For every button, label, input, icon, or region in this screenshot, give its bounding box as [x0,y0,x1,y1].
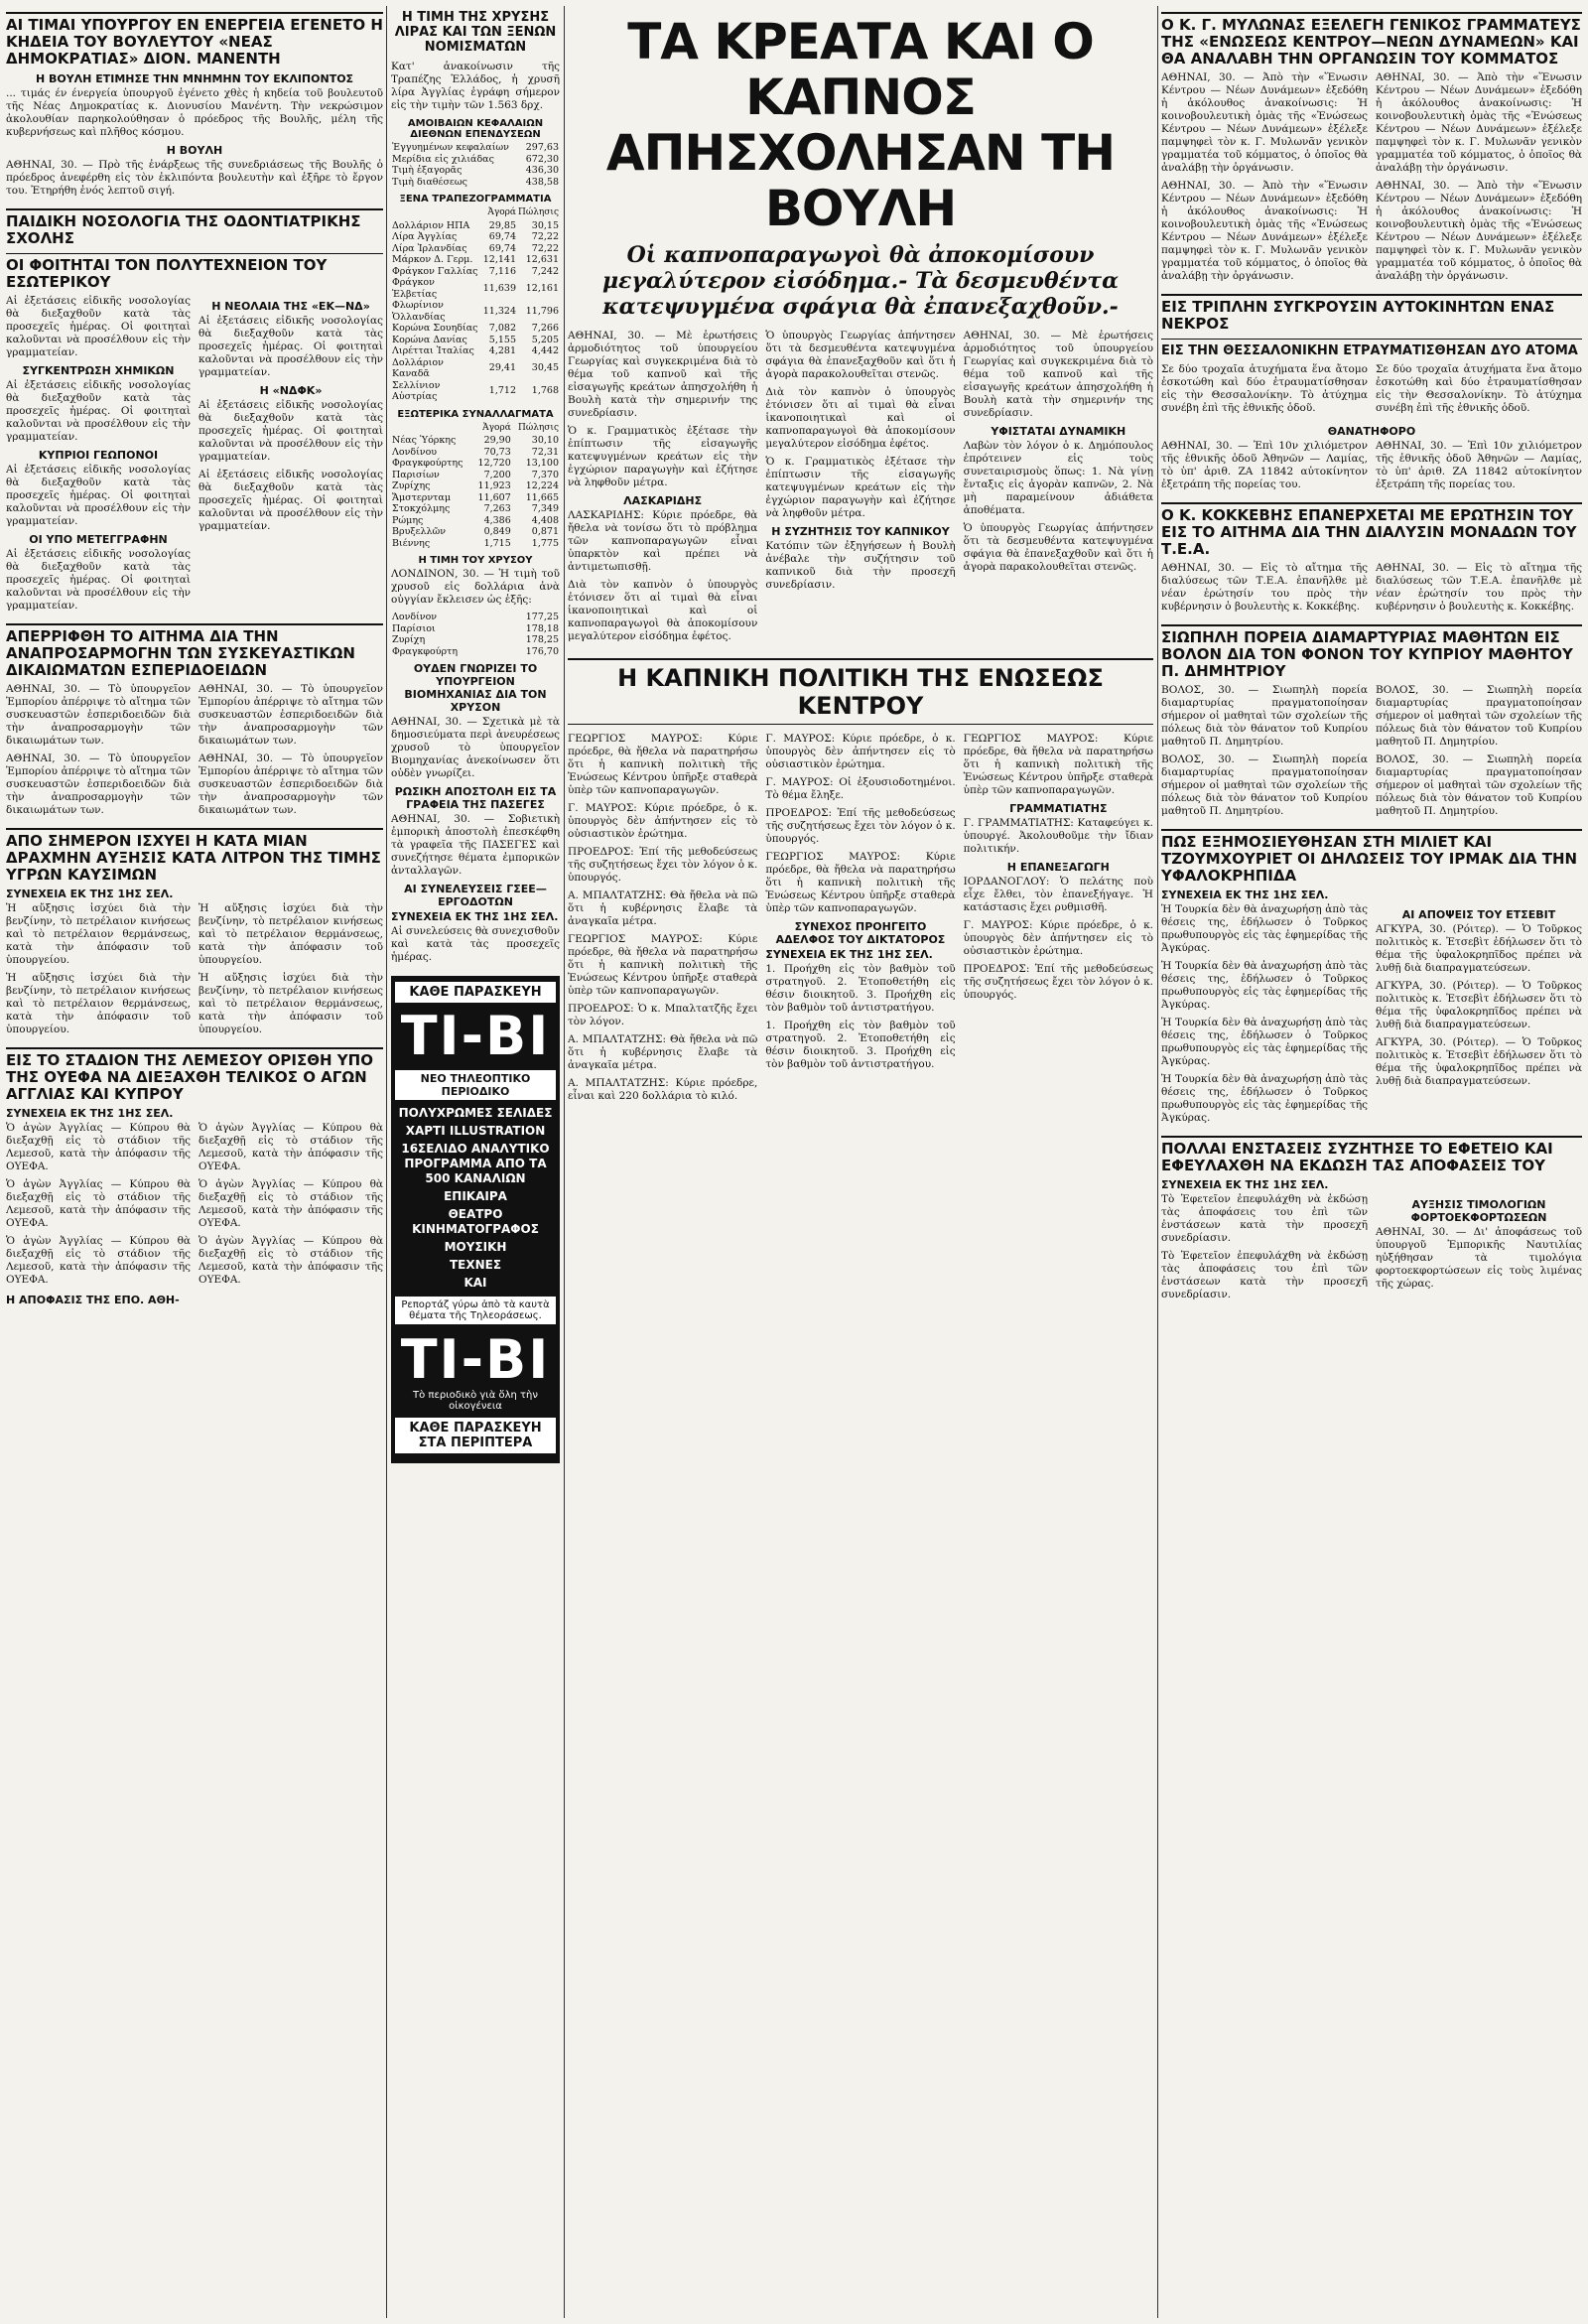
table-row [391,277,560,300]
article-body: Αἱ ἐξετάσεις εἰδικῆς νοσολογίας θὰ διεξαχθοῦν κατὰ τὰς προσεχεῖς ἡμέρας. Οἱ φοιτηταὶ καλοῦνται νὰ προσέλθουν εἰς τὴν γραμματείαν. [198,469,383,532]
article-body: Αἱ ἐξετάσεις εἰδικῆς νοσολογίας θὰ διεξαχθοῦν κατὰ τὰς προσεχεῖς ἡμέρας. Οἱ φοιτηταὶ καλοῦνται νὰ προσέλθουν εἰς τὴν γραμματείαν. [198,399,383,463]
row-sell: 7,370 [531,469,559,480]
article-body: 1. Προήχθη εἰς τὸν βαθμὸν τοῦ στρατηγοῦ. 2. Ἐτοποθετήθη εἰς θέσιν διοικητοῦ. 3. Προήχθη εἰς τὸν βαθμὸν τοῦ ἀντιστρατήγου. [765,1020,956,1070]
main-headline [568,14,1153,236]
list-item: ΤΕΧΝΕΣ [449,1258,502,1272]
table-row [391,345,560,357]
article-body: Αἱ ἐξετάσεις εἰδικῆς νοσολογίας θὰ διεξαχθοῦν κατὰ τὰς προσεχεῖς ἡμέρας. Οἱ φοιτηταὶ καλοῦνται νὰ προσέλθουν εἰς τὴν γραμματείαν. [6,548,191,612]
row-buy: 7,116 [488,265,516,277]
row-buy: 12,720 [477,458,511,469]
article-body: Ἡ Τουρκία δὲν θὰ ἀναχωρήσῃ ἀπὸ τὰς θέσεις της, ἐδήλωσεν ὁ Τοῦρκος πρωθυπουργὸς εἰς τὰς ἐφημερίδας τῆς Ἀγκύρας. [1161,903,1368,954]
row-sell: 72,31 [531,446,559,458]
col-buy-header: Ἀγορά [487,207,516,217]
article-body: Ὁ ἀγὼν Ἀγγλίας — Κύπρου θὰ διεξαχθῇ εἰς τὸ στάδιον τῆς Λεμεσοῦ, κατὰ τὴν ἀπόφασιν τῆς ΟΥΕΦΑ. [6,1235,191,1286]
row-sell: 11,665 [525,491,559,503]
row-label: Φραγκφούρτης [392,458,463,469]
row-label: Λιρέτται Ἰταλίας [392,345,474,356]
subhead: ΟΙ ΥΠΟ ΜΕΤΕΓΓΡΑΦΗΝ [29,533,168,546]
article-body: Γ. ΓΡΑΜΜΑΤΙΑΤΗΣ: Καταφεύγει κ. ὑπουργέ. Ἀκολουθοῦμε τὴν ἴδιαν πολιτικήν. [963,817,1153,855]
article-body: Ἡ Τουρκία δὲν θὰ ἀναχωρήσῃ ἀπὸ τὰς θέσεις της, ἐδήλωσεν ὁ Τοῦρκος πρωθυπουργὸς εἰς τὰς ἐφημερίδας τῆς Ἀγκύρας. [1161,960,1368,1011]
headline-kokkevis: Ο Κ. ΚΟΚΚΕΒΗΣ ΕΠΑΝΕΡΧΕΤΑΙ ΜΕ ΕΡΩΤΗΣΙΝ ΤΟΥ ΕΙΣ ΤΟ ΑΙΤΗΜΑ ΔΙΑ ΤΗΝ ΔΙΑΛΥΣΙΝ ΜΟΝΑΔΩΝ ΤΟΥ Τ.Ε.Α. [1161,502,1582,558]
row-sell: 72,22 [531,242,559,254]
two-column-block [6,683,383,822]
subhead: Η ΣΥΖΗΤΗΣΙΣ ΤΟΥ ΚΑΠΝΙΚΟΥ [771,525,950,538]
ad-promo: Ρεπορτάζ γύρω ἀπὸ τὰ καυτὰ θέματα τῆς Τηλεοράσεως. [395,1297,556,1324]
headline-citrus: ΑΠΕΡΡΙΦΘΗ ΤΟ ΑΙΤΗΜΑ ΔΙΑ ΤΗΝ ΑΝΑΠΡΟΣΑΡΜΟΓΗΝ ΤΩΝ ΣΥΣΚΕΥΑΣΤΙΚΩΝ ΔΙΚΑΙΩΜΑΤΩΝ ΕΣΠΕΡΙΔΟΕΙΔΩΝ [6,623,383,679]
row-value: 436,30 [525,165,559,176]
continued-label: ΣΥΝΕΧΕΙΑ ΕΚ ΤΗΣ 1ΗΣ ΣΕΛ. [1161,889,1329,901]
row-label: Ἐγγυημένων κεφαλαίων [392,142,509,153]
table-row [391,623,560,635]
row-label: Φράγκον Ἑλβετίας [392,277,438,300]
article-body: ΑΘΗΝΑΙ, 30. — Τὸ ὑπουργεῖον Ἐμπορίου ἀπέρριψε τὸ αἴτημα τῶν συσκευαστῶν ἐσπεριδοειδῶν διὰ τὴν ἀναπροσαρμογὴν τῶν δικαιωμάτων των. [198,752,383,816]
row-label: Φραγκφούρτη [392,645,459,657]
note-body: ΑΘΗΝΑΙ, 30. — Σοβιετικὴ ἐμπορικὴ ἀποστολὴ ἐπεσκέφθη τὰ γραφεῖα τῆς ΠΑΣΕΓΕΣ καὶ συνεζήτησε θέματα ἐμπορικῶν ἀνταλλαγῶν. [391,813,560,877]
article-body: Γ. ΜΑΥΡΟΣ: Κύριε πρόεδρε, ὁ κ. ὑπουργὸς δὲν ἀπήντησεν εἰς τὸ οὐσιαστικὸν ἐρώτημα. [568,802,758,840]
table-row [391,165,560,177]
table-row [391,646,560,658]
row-buy: 69,74 [488,242,516,254]
ad-logo: ΤΙ-ΒΙ [400,1328,551,1391]
article-body: ΓΕΩΡΓΙΟΣ ΜΑΥΡΟΣ: Κύριε πρόεδρε, θὰ ἤθελα νὰ παρατηρήσω ὅτι ἡ καπνικὴ πολιτικὴ τῆς Ἑνώσεως Κέντρου ὑπῆρξε σταθερὰ ὑπὲρ τῶν καπνοπαραγωγῶν. [568,733,758,796]
article-body: ΓΕΩΡΓΙΟΣ ΜΑΥΡΟΣ: Κύριε πρόεδρε, θὰ ἤθελα νὰ παρατηρήσω ὅτι ἡ καπνικὴ πολιτικὴ τῆς Ἑνώσεως Κέντρου ὑπῆρξε σταθερὰ ὑπὲρ τῶν καπνοπαραγωγῶν. [568,933,758,997]
subhead: ΚΥΠΡΙΟΙ ΓΕΩΠΟΝΟΙ [38,449,159,462]
article-body: ... τιμάς έν ένεργεία ὑπουργοῦ ἐγένετο χθὲς ἡ κηδεία τοῦ βουλευτοῦ τῆς Νέας Δημοκρατίας κ. Διονυσίου Μανέντη. Τὴν νεκρώσιμον ἀκολουθίαν παρηκολούθησαν ὁ πρόεδρος τῆς Βουλῆς, μέλη τῆς κυβερνήσεως καὶ πλῆθος κόσμου. [6,87,383,138]
note-headline: ΑΙ ΣΥΝΕΛΕΥΣΕΙΣ ΓΣΕΕ—ΕΡΓΟΔΟΤΩΝ [404,883,547,908]
main-headline-line-1: ΤΑ ΚΡΕΑΤΑ ΚΑΙ Ο ΚΑΠΝΟΣ [627,13,1094,126]
article-body: Ὁ ὑπουργὸς Γεωργίας ἀπήντησεν ὅτι τὰ δεσμευθέντα κατεψυγμένα σφάγια θὰ ἐπανεξαχθοῦν καὶ ὅτι ἡ ἀγορὰ παρακολουθεῖται στενῶς. [963,522,1153,573]
three-column-block [568,330,1153,648]
article-body: Ὁ ἀγὼν Ἀγγλίας — Κύπρου θὰ διεξαχθῇ εἰς τὸ στάδιον τῆς Λεμεσοῦ, κατὰ τὴν ἀπόφασιν τῆς ΟΥΕΦΑ. [198,1178,383,1229]
article-body: Ἡ αὔξησις ἰσχύει διὰ τὴν βενζίνην, τὸ πετρέλαιον κινήσεως καὶ τὸ πετρέλαιον θερμάνσεως, κατὰ τὴν ἀπόφασιν τοῦ ὑπουργείου. [198,972,383,1035]
row-label: Τιμὴ διαθέσεως [392,176,467,188]
row-value: 438,58 [525,176,559,188]
article-body: ΒΟΛΟΣ, 30. — Σιωπηλὴ πορεία διαμαρτυρίας πραγματοποίησαν σήμερον οἱ μαθηταὶ τῶν σχολείων τῆς πόλεως διὰ τὸν θάνατον τοῦ Κυπρίου μαθητοῦ Π. Δημητρίου. [1161,684,1368,748]
article-body: Α. ΜΠΑΛΤΑΤΖΗΣ: Θὰ ἤθελα νὰ πῶ ὅτι ἡ κυβέρνησις ἔλαβε τὰ ἀναγκαῖα μέτρα. [568,1033,758,1071]
headline-funeral: ΑΙ ΤΙΜΑΙ ΥΠΟΥΡΓΟΥ ΕΝ ΕΝΕΡΓΕΙΑ ΕΓΕΝΕΤΟ Η ΚΗΔΕΙΑ ΤΟΥ ΒΟΥΛΕΥΤΟΥ «ΝΕΑΣ ΔΗΜΟΚΡΑΤΙΑΣ» ΔΙΟΝ. ΜΑΝΕΝΤΗ [6,12,383,68]
row-value: 176,70 [525,645,559,657]
row-buy: 29,85 [488,219,516,231]
article-body: Γ. ΜΑΥΡΟΣ: Κύριε πρόεδρε, ὁ κ. ὑπουργὸς δὲν ἀπήντησεν εἰς τὸ οὐσιαστικὸν ἐρώτημα. [765,733,956,770]
article-body: ΑΘΗΝΑΙ, 30. — Εἰς τὸ αἴτημα τῆς διαλύσεως τῶν Τ.Ε.Α. ἐπανῆλθε μὲ νέαν ἐρώτησίν του πρὸς τὴν κυβέρνησιν ὁ βουλευτὴς κ. Κοκκέβης. [1376,562,1582,613]
subhead: ΥΦΙΣΤΑΤΑΙ ΔΥΝΑΜΙΚΗ [991,425,1126,438]
article-body: ΠΡΟΕΔΡΟΣ: Ὁ κ. Μπαλτατζῆς ἔχει τὸν λόγον. [568,1003,758,1027]
row-label: Λονδίνον [392,612,438,622]
two-column-block [6,1122,383,1292]
headline-mylonas: Ο Κ. Γ. ΜΥΛΩΝΑΣ ΕΞΕΛΕΓΗ ΓΕΝΙΚΟΣ ΓΡΑΜΜΑΤΕΥΣ ΤΗΣ «ΕΝΩΣΕΩΣ ΚΕΝΤΡΟΥ—ΝΕΩΝ ΔΥΝΑΜΕΩΝ» ΚΑΙ ΘΑ ΑΝΑΛΑΒΗ ΤΗΝ ΟΡΓΑΝΩΣΙΝ ΤΟΥ ΚΟΜΜΑΤΟΣ [1161,12,1582,68]
gold-title: Η ΤΙΜΗ ΤΟΥ ΧΡΥΣΟΥ [418,555,533,566]
article-body: Ἡ αὔξησις ἰσχύει διὰ τὴν βενζίνην, τὸ πετρέλαιον κινήσεως καὶ τὸ πετρέλαιον θερμάνσεως, κατὰ τὴν ἀπόφασιν τοῦ ὑπουργείου. [198,902,383,966]
main-story-column [568,6,1153,2318]
column-divider [564,6,565,2318]
ad-small-text: Τὸ περιοδικὸ γιὰ ὅλη τὴν οἰκογένεια [413,1390,538,1412]
article-body: ΓΕΩΡΓΙΟΣ ΜΑΥΡΟΣ: Κύριε πρόεδρε, θὰ ἤθελα νὰ παρατηρήσω ὅτι ἡ καπνικὴ πολιτικὴ τῆς Ἑνώσεως Κέντρου ὑπῆρξε σταθερὰ ὑπὲρ τῶν καπνοπαραγωγῶν. [963,733,1153,796]
section-headline: Η ΚΑΠΝΙΚΗ ΠΟΛΙΤΙΚΗ ΤΗΣ ΕΝΩΣΕΩΣ ΚΕΝΤΡΟΥ [568,658,1153,725]
footer-line: Η ΑΠΟΦΑΣΙΣ ΤΗΣ ΕΠΟ. ΑΘΗ- [6,1294,180,1306]
article-body: ΑΘΗΝΑΙ, 30. — Ἐπὶ 10ν χιλιόμετρον τῆς ἐθνικῆς ὁδοῦ Ἀθηνῶν — Λαμίας, τὸ ὑπ' ἀριθ. ΖΑ 11842 αὐτοκίνητον ἐξετράπη τῆς πορείας του. [1376,440,1582,490]
article-body: ΑΓΚΥΡΑ, 30. (Ρόιτερ). — Ὁ Τοῦρκος πολιτικὸς κ. Ἐτσεβὶτ ἐδήλωσεν ὅτι τὸ θέμα τῆς ὑφαλοκρηπῖδος πρέπει νὰ λυθῇ διὰ διαπραγματεύσεων. [1376,923,1582,974]
continued-label: ΣΥΝΕΧΕΙΑ ΕΚ ΤΗΣ 1ΗΣ ΣΕΛ. [6,888,174,900]
table-row [391,335,560,346]
list-item: ΚΑΙ [463,1276,487,1290]
table-row [391,435,560,447]
row-label: Παρίσιοι [392,622,436,634]
row-sell: 12,161 [525,282,559,294]
continued-label: ΣΥΝΕΧΕΙΑ ΕΚ ΤΗΣ 1ΗΣ ΣΕΛ. [1161,1178,1329,1191]
row-buy: 5,155 [488,334,516,345]
row-buy: 12,141 [482,254,516,265]
row-sell: 4,442 [531,345,559,356]
row-label: Φλωρίνιον Ὁλλανδίας [392,300,446,323]
row-label: Δολλάριον ΗΠΑ [392,219,470,231]
table-row [391,480,560,492]
row-sell: 1,775 [531,537,559,549]
table-row [391,300,560,323]
row-buy: 11,607 [477,491,511,503]
subhead: ΓΡΑΜΜΑΤΙΑΤΗΣ [1009,802,1108,815]
headline-thessaloniki: ΕΙΣ ΤΗΝ ΘΕΣΣΑΛΟΝΙΚΗΝ ΕΤΡΑΥΜΑΤΙΣΘΗΣΑΝ ΔΥΟ ΑΤΟΜΑ [1161,339,1582,359]
article-body: ΑΘΗΝΑΙ, 30. — Ἀπὸ τὴν «Ἕνωσιν Κέντρου — Νέων Δυνάμεων» ἐξεδόθη ἡ ἀκόλουθος ἀνακοίνωσις: Ἡ κοινοβουλευτικὴ ὁμὰς τῆς «Ἑνώσεως Κέντρου — Νέων Δυνάμεων» ἐξέλεξε παμψηφεὶ τὸν κ. Γ. Μυλωνᾶν γενικὸν γραμματέα τοῦ κόμματος, ὁ ὁποῖος θὰ ἀναλάβῃ τὴν ὀργάνωσιν. [1376,71,1582,174]
subhead: ΛΑΣΚΑΡΙΔΗΣ [623,494,703,507]
row-label: Φράγκον Γαλλίας [392,265,478,277]
row-label: Ρώμης [392,514,424,526]
headline-crash: ΕΙΣ ΤΡΙΠΛΗΝ ΣΥΓΚΡΟΥΣΙΝ ΑΥΤΟΚΙΝΗΤΩΝ ΕΝΑΣ ΝΕΚΡΟΣ [1161,294,1582,333]
table-row [391,266,560,278]
row-sell: 13,100 [525,458,559,469]
article-body: ΓΕΩΡΓΙΟΣ ΜΑΥΡΟΣ: Κύριε πρόεδρε, θὰ ἤθελα νὰ παρατηρήσω ὅτι ἡ καπνικὴ πολιτικὴ τῆς Ἑνώσεως Κέντρου ὑπῆρξε σταθερὰ ὑπὲρ τῶν καπνοπαραγωγῶν. [765,851,956,914]
table-row [391,177,560,189]
headline-fuel-price: ΑΠΟ ΣΗΜΕΡΟΝ ΙΣΧΥΕΙ Η ΚΑΤΑ ΜΙΑΝ ΔΡΑΧΜΗΝ ΑΥΞΗΣΙΣ ΚΑΤΑ ΛΙΤΡΟΝ ΤΗΣ ΤΙΜΗΣ ΥΓΡΩΝ ΚΑΥΣΙΜΩΝ [6,828,383,884]
table-row [391,231,560,243]
note-body: Αἱ συνελεύσεις θὰ συνεχισθοῦν καὶ κατὰ τὰς προσεχεῖς ἡμέρας. [391,925,560,963]
ad-logo: ΤΙ-ΒΙ [400,1005,551,1067]
article-body: Τὸ Ἐφετεῖον ἐπεφυλάχθη νὰ ἐκδώσῃ τὰς ἀποφάσεις του ἐπὶ τῶν ἐνστάσεων κατὰ τὴν προσεχῆ συνεδρίασιν. [1161,1193,1368,1244]
row-buy: 29,41 [488,362,516,374]
row-value: 178,25 [525,634,559,645]
table-row [391,447,560,459]
table-row [391,323,560,335]
article-body: Τὸ Ἐφετεῖον ἐπεφυλάχθη νὰ ἐκδώσῃ τὰς ἀποφάσεις του ἐπὶ τῶν ἐνστάσεων κατὰ τὴν προσεχῆ συνεδρίασιν. [1161,1250,1368,1300]
row-label: Δολλάριον Καναδᾶ [392,356,444,379]
article-body: ΑΘΗΝΑΙ, 30. — Τὸ ὑπουργεῖον Ἐμπορίου ἀπέρριψε τὸ αἴτημα τῶν συσκευαστῶν ἐσπεριδοειδῶν διὰ τὴν ἀναπροσαρμογὴν τῶν δικαιωμάτων των. [198,683,383,747]
row-sell: 7,242 [531,265,559,277]
rates-column [391,6,560,2318]
exchange-table [391,422,560,550]
subhead-memory: Η ΒΟΥΛΗ ΕΤΙΜΗΣΕ ΤΗΝ ΜΝΗΜΗΝ ΤΟΥ ΕΚΛΙΠΟΝΤΟΣ [35,72,354,85]
row-buy: 1,712 [488,385,516,397]
gold-intro: ΛΟΝΔΙΝΟΝ, 30. — Ἡ τιμὴ τοῦ χρυσοῦ εἰς δολλάρια ἀνὰ οὐγγίαν ἔκλεισεν ὡς ἑξῆς: [391,568,560,606]
subhead-parliament: Η ΒΟΥΛΗ [166,144,223,157]
row-sell: 72,22 [531,231,559,242]
main-deck: Οἱ καπνοπαραγωγοὶ θὰ ἀποκομίσουν μεγαλύτερον εἰσόδημα.- Τὰ δεσμευθέντα κατεψυγμένα σφάγια θὰ ἐπανεξαχθοῦν.- [601,242,1120,320]
two-column-block [6,902,383,1041]
article-body: Κατόπιν τῶν ἐξηγήσεων ἡ Βουλὴ ἀνέβαλε τὴν συζήτησιν τοῦ καπνικοῦ διὰ τὴν προσεχῆ συνεδρίασιν. [765,540,956,591]
article-body: Σε δύο τροχαῖα ἀτυχήματα ἕνα ἄτομο ἐσκοτώθη καὶ δύο ἐτραυματίσθησαν εἰς τὴν Θεσσαλονίκην. Τὸ ἀτύχημα συνέβη ἐπὶ τῆς ἐθνικῆς ὁδοῦ. [1376,363,1582,414]
article-body: Ὁ ἀγὼν Ἀγγλίας — Κύπρου θὰ διεξαχθῇ εἰς τὸ στάδιον τῆς Λεμεσοῦ, κατὰ τὴν ἀπόφασιν τῆς ΟΥΕΦΑ. [198,1235,383,1286]
row-label: Βρυξελλῶν [392,526,447,537]
table-row [391,243,560,255]
main-headline-line-2: ΑΠΗΣΧΟΛΗΣΑΝ ΤΗ ΒΟΥΛΗ [605,124,1116,237]
row-label: Στοκχόλμης [392,503,451,514]
table-row [391,503,560,515]
row-buy: 11,923 [477,480,511,491]
two-column-block [1161,440,1582,496]
headline-volos-march: ΣΙΩΠΗΛΗ ΠΟΡΕΙΑ ΔΙΑΜΑΡΤΥΡΙΑΣ ΜΑΘΗΤΩΝ ΕΙΣ ΒΟΛΟΝ ΔΙΑ ΤΟΝ ΦΟΝΟΝ ΤΟΥ ΚΥΠΡΙΟΥ ΜΑΘΗΤΟΥ Π. ΔΗΜΗΤΡΙΟΥ [1161,624,1582,680]
row-label: Νέας Ὑόρκης [392,435,457,446]
article-body: Γ. ΜΑΥΡΟΣ: Οἱ ἐξουσιοδοτημένοι. Τὸ θέμα ἔληξε. [765,776,956,801]
article-body: Λαβὼν τὸν λόγον ὁ κ. Δημόπουλος ἐπρότεινεν εἰς τοὺς συνεταιρισμοὺς ὅπως: 1. Νὰ γίνῃ ἔνταξις εἰς ἀγορὰν καπνῶν, 2. Νὰ μὴ παραμείνουν ἀδιάθετα ἀποθέματα. [963,440,1153,516]
article-body: Αἱ ἐξετάσεις εἰδικῆς νοσολογίας θὰ διεξαχθοῦν κατὰ τὰς προσεχεῖς ἡμέρας. Οἱ φοιτηταὶ καλοῦνται νὰ προσέλθουν εἰς τὴν γραμματείαν. [198,315,383,378]
list-item: ΜΟΥΣΙΚΗ [444,1240,507,1254]
subhead: ΣΥΓΚΕΝΤΡΩΣΗ ΧΗΜΙΚΩΝ [22,364,175,377]
row-label: Βιέννης [392,537,431,549]
ad-bottom-banner: ΚΑΘΕ ΠΑΡΑΣΚΕΥΗ ΣΤΑ ΠΕΡΙΠΤΕΡΑ [395,1418,556,1453]
continued-label: ΣΥΝΕΧΕΙΑ ΕΚ ΤΗΣ 1ΗΣ ΣΕΛ. [6,1107,174,1120]
article-body: ΑΘΗΝΑΙ, 30. — Ἐπὶ 10ν χιλιόμετρον τῆς ἐθνικῆς ὁδοῦ Ἀθηνῶν — Λαμίας, τὸ ὑπ' ἀριθ. ΖΑ 11842 αὐτοκίνητον ἐξετράπη τῆς πορείας του. [1161,440,1368,490]
article-body: ΑΘΗΝΑΙ, 30. — Ἀπὸ τὴν «Ἕνωσιν Κέντρου — Νέων Δυνάμεων» ἐξεδόθη ἡ ἀκόλουθος ἀνακοίνωσις: Ἡ κοινοβουλευτικὴ ὁμὰς τῆς «Ἑνώσεως Κέντρου — Νέων Δυνάμεων» ἐξέλεξε παμψηφεὶ τὸν κ. Γ. Μυλωνᾶν γενικὸν γραμματέα τοῦ κόμματος, ὁ ὁποῖος θὰ ἀναλάβῃ τὴν ὀργάνωσιν. [1161,71,1368,174]
row-sell: 1,768 [531,385,559,397]
row-buy: 7,200 [483,469,511,480]
rates-intro: Κατ' ἀνακοίνωσιν τῆς Τραπέζης Ἑλλάδος, ἡ χρυσῆ λίρα Ἀγγλίας ἐγράφη σήμερον εἰς τὴν τιμὴν τῶν 1.563 δρχ. [391,61,560,111]
two-column-block [1161,363,1582,420]
subhead: ΑΙ ΑΠΟΨΕΙΣ ΤΟΥ ΕΤΣΕΒΙΤ [1401,908,1556,921]
capital-title: ΑΜΟΙΒΑΙΩΝ ΚΕΦΑΛΑΙΩΝ ΔΙΕΘΝΩΝ ΕΠΕΝΔΥΣΕΩΝ [407,118,544,140]
article-body: ΒΟΛΟΣ, 30. — Σιωπηλὴ πορεία διαμαρτυρίας πραγματοποίησαν σήμερον οἱ μαθηταὶ τῶν σχολείων τῆς πόλεως διὰ τὸν θάνατον τοῦ Κυπρίου μαθητοῦ Π. Δημητρίου. [1161,753,1368,817]
two-column-block [1161,684,1582,823]
row-sell: 7,349 [531,503,559,514]
subhead: Η ΕΠΑΝΕΞΑΓΩΓΗ [1006,861,1110,874]
article-body: Ἡ αὔξησις ἰσχύει διὰ τὴν βενζίνην, τὸ πετρέλαιον κινήσεως καὶ τὸ πετρέλαιον θερμάνσεως, κατὰ τὴν ἀπόφασιν τοῦ ὑπουργείου. [6,972,191,1035]
article-body: Γ. ΜΑΥΡΟΣ: Κύριε πρόεδρε, ὁ κ. ὑπουργὸς δὲν ἀπήντησεν εἰς τὸ οὐσιαστικὸν ἐρώτημα. [963,919,1153,957]
list-item: ΕΠΙΚΑΙΡΑ [444,1189,507,1203]
row-value: 177,25 [525,612,559,622]
table-row [391,612,560,623]
article-body: ΠΡΟΕΔΡΟΣ: Ἐπί τῆς μεθοδεύσεως τῆς συζητήσεως ἔχει τὸν λόγον ὁ κ. ὑπουργός. [963,963,1153,1001]
article-body: ΑΘΗΝΑΙ, 30. — Μὲ ἐρωτήσεις ἀρμοδιότητος τοῦ ὑπουργείου Γεωργίας καὶ συγκεκριμένα διὰ τὸ θέμα τοῦ καπνοῦ καὶ τῆς εἰσαγωγῆς κρεάτων ἀπησχολήθη ἡ Βουλὴ κατὰ τὴν σημερινήν της συνεδρίασιν. [568,330,758,419]
row-sell: 12,631 [525,254,559,265]
row-value: 297,63 [525,142,559,153]
ad-tagline: ΝΕΟ ΤΗΛΕΟΠΤΙΚΟ ΠΕΡΙΟΔΙΚΟ [395,1070,556,1100]
list-item: 16ΣΕΛΙΔΟ ΑΝΑΛΥΤΙΚΟ ΠΡΟΓΡΑΜΜΑ ΑΠΟ ΤΑ 500 ΚΑΝΑΛΙΩΝ [401,1142,550,1185]
row-sell: 30,45 [531,362,559,374]
table-row [391,538,560,550]
table-row [391,526,560,538]
article-body: ΑΘΗΝΑΙ, 30. — Τὸ ὑπουργεῖον Ἐμπορίου ἀπέρριψε τὸ αἴτημα τῶν συσκευαστῶν ἐσπεριδοειδῶν διὰ τὴν ἀναπροσαρμογὴν τῶν δικαιωμάτων των. [6,683,191,747]
two-column-block [1161,562,1582,618]
row-sell: 5,205 [531,334,559,345]
article-body: Α. ΜΠΑΛΤΑΤΖΗΣ: Κύριε πρόεδρε, εἶναι καὶ 220 δολλάρια τὸ κιλό. [568,1077,758,1102]
row-label: Λονδίνου [392,446,438,458]
list-item: ΠΟΛΥΧΡΩΜΕΣ ΣΕΛΙΔΕΣ [398,1106,553,1120]
article-body: Ἡ Τουρκία δὲν θὰ ἀναχωρήσῃ ἀπὸ τὰς θέσεις της, ἐδήλωσεν ὁ Τοῦρκος πρωθυπουργὸς εἰς τὰς ἐφημερίδας τῆς Ἀγκύρας. [1161,1017,1368,1067]
two-column-block [1161,71,1582,288]
row-label: Κορώνα Δανίας [392,334,467,345]
two-column-block [1161,903,1582,1130]
row-label: Σελλίνιον Αὐστρίας [392,379,441,402]
table-row [391,492,560,504]
table-row [391,380,560,403]
row-label: Ζυρίχη [392,634,426,645]
two-column-block [6,295,383,617]
headline-football: ΕΙΣ ΤΟ ΣΤΑΔΙΟΝ ΤΗΣ ΛΕΜΕΣΟΥ ΟΡΙΣΘΗ ΥΠΟ ΤΗΣ ΟΥΕΦΑ ΝΑ ΔΙΕΞΑΧΘΗ ΤΕΛΙΚΟΣ Ο ΑΓΩΝ ΑΓΓΛΙΑΣ ΚΑΙ ΚΥΠΡΟΥ [6,1047,383,1103]
row-label: Κορώνα Σουηδίας [392,323,478,334]
gold-table [391,612,560,657]
article-body: Αἱ ἐξετάσεις εἰδικῆς νοσολογίας θὰ διεξαχθοῦν κατὰ τὰς προσεχεῖς ἡμέρας. Οἱ φοιτηταὶ καλοῦνται νὰ προσέλθουν εἰς τὴν γραμματείαν. [6,464,191,527]
row-value: 178,18 [525,622,559,634]
row-label: Λίρα Ἀγγλίας [392,231,458,242]
row-value: 672,30 [525,153,559,165]
row-label: Μερίδια εἰς χιλιάδας [392,153,494,165]
article-body: Ὁ κ. Γραμματικὸς ἐξέτασε τὴν ἐπίπτωσιν τῆς εἰσαγωγῆς κατεψυγμένων κρεάτων εἰς τὴν ἐγχώριον παραγωγὴν καὶ ἐζήτησε νὰ ληφθοῦν μέτρα. [568,425,758,488]
row-sell: 7,266 [531,323,559,334]
continued-label: ΣΥΝΕΧΕΙΑ ΕΚ ΤΗΣ 1ΗΣ ΣΕΛ. [391,910,559,923]
article-body: ΑΘΗΝΑΙ, 30. — Ἀπὸ τὴν «Ἕνωσιν Κέντρου — Νέων Δυνάμεων» ἐξεδόθη ἡ ἀκόλουθος ἀνακοίνωσις: Ἡ κοινοβουλευτικὴ ὁμὰς τῆς «Ἑνώσεως Κέντρου — Νέων Δυνάμεων» ἐξέλεξε παμψηφεὶ τὸν κ. Γ. Μυλωνᾶν γενικὸν γραμματέα τοῦ κόμματος, ὁ ὁποῖος θὰ ἀναλάβῃ τὴν ὀργάνωσιν. [1376,180,1582,282]
table-row [391,220,560,232]
subhead: ΘΑΝΑΤΗΦΟΡΟ [1327,425,1416,438]
article-body: 1. Προήχθη εἰς τὸν βαθμὸν τοῦ στρατηγοῦ. 2. Ἐτοποθετήθη εἰς θέσιν διοικητοῦ. 3. Προήχθη εἰς τὸν βαθμὸν τοῦ ἀντιστρατήγου. [765,963,956,1014]
ad-top-banner: ΚΑΘΕ ΠΑΡΑΣΚΕΥΗ [395,982,556,1003]
article-body: ΠΡΟΕΔΡΟΣ: Ἐπί τῆς μεθοδεύσεως τῆς συζητήσεως ἔχει τὸν λόγον ὁ κ. ὑπουργός. [568,846,758,884]
row-label: Παρισίων [392,469,440,480]
headline-appeals-court: ΠΟΛΛΑΙ ΕΝΣΤΑΣΕΙΣ ΣΥΖΗΤΗΣΕ ΤΟ ΕΦΕΤΕΙΟ ΚΑΙ ΕΦΕΥΛΑΧΘΗ ΝΑ ΕΚΔΩΣΗ ΤΑΣ ΑΠΟΦΑΣΕΙΣ ΤΟΥ [1161,1136,1582,1174]
row-buy: 29,90 [483,435,511,446]
row-buy: 1,715 [483,537,511,549]
col-buy-header: Ἀγορά [482,422,511,433]
row-label: Ζυρίχης [392,480,431,491]
table-row [391,357,560,380]
row-sell: 0,871 [531,526,559,537]
ad-feature-list [395,1106,556,1291]
table-row [391,154,560,166]
subhead: Η ΝΕΟΛΑΙΑ ΤΗΣ «ΕΚ—ΝΔ» [211,300,370,313]
row-buy: 7,263 [483,503,511,514]
headline-dental-school: ΠΑΙΔΙΚΗ ΝΟΣΟΛΟΓΙΑ ΤΗΣ ΟΔΟΝΤΙΑΤΡΙΚΗΣ ΣΧΟΛΗΣ [6,208,383,247]
two-column-block [1161,1193,1582,1306]
article-body: Σε δύο τροχαῖα ἀτυχήματα ἕνα ἄτομο ἐσκοτώθη καὶ δύο ἐτραυματίσθησαν εἰς τὴν Θεσσαλονίκην. Τὸ ἀτύχημα συνέβη ἐπὶ τῆς ἐθνικῆς ὁδοῦ. [1161,363,1368,414]
article-body: Ἡ Τουρκία δὲν θὰ ἀναχωρήσῃ ἀπὸ τὰς θέσεις της, ἐδήλωσεν ὁ Τοῦρκος πρωθυπουργὸς εἰς τὰς ἐφημερίδας τῆς Ἀγκύρας. [1161,1073,1368,1124]
rates-title: Η ΤΙΜΗ ΤΗΣ ΧΡΥΣΗΣ ΛΙΡΑΣ ΚΑΙ ΤΩΝ ΞΕΝΩΝ ΝΟΜΙΣΜΑΤΩΝ [394,10,557,55]
article-body: ΒΟΛΟΣ, 30. — Σιωπηλὴ πορεία διαμαρτυρίας πραγματοποίησαν σήμερον οἱ μαθηταὶ τῶν σχολείων τῆς πόλεως διὰ τὸν θάνατον τοῦ Κυπρίου μαθητοῦ Π. Δημητρίου. [1376,684,1582,748]
article-body: ΑΓΚΥΡΑ, 30. (Ρόιτερ). — Ὁ Τοῦρκος πολιτικὸς κ. Ἐτσεβὶτ ἐδήλωσεν ὅτι τὸ θέμα τῆς ὑφαλοκρηπῖδος πρέπει νὰ λυθῇ διὰ διαπραγματεύσεων. [1376,980,1582,1030]
row-buy: 70,73 [483,446,511,458]
article-body: Ὁ ἀγὼν Ἀγγλίας — Κύπρου θὰ διεξαχθῇ εἰς τὸ στάδιον τῆς Λεμεσοῦ, κατὰ τὴν ἀπόφασιν τῆς ΟΥΕΦΑ. [198,1122,383,1172]
row-sell: 11,796 [525,305,559,317]
row-label: Λίρα Ἰρλανδίας [392,242,467,254]
article-body: Α. ΜΠΑΛΤΑΤΖΗΣ: Θὰ ἤθελα νὰ πῶ ὅτι ἡ κυβέρνησις ἔλαβε τὰ ἀναγκαῖα μέτρα. [568,889,758,927]
table-row [391,634,560,646]
article-body: Ὁ ἀγὼν Ἀγγλίας — Κύπρου θὰ διεξαχθῇ εἰς τὸ στάδιον τῆς Λεμεσοῦ, κατὰ τὴν ἀπόφασιν τῆς ΟΥΕΦΑ. [6,1178,191,1229]
list-item: ΧΑΡΤΙ ILLUSTRATION [405,1124,546,1138]
row-label: Ἄμστερνταμ [392,491,452,503]
continued-label: ΣΥΝΕΧΕΙΑ ΕΚ ΤΗΣ 1ΗΣ ΣΕΛ. [765,948,933,961]
article-body: ΛΑΣΚΑΡΙΔΗΣ: Κύριε πρόεδρε, θὰ ἤθελα νὰ τονίσω ὅτι τὸ πρόβλημα τῶν καπνοπαραγωγῶν εἶναι ὑπαρκτὸν καὶ πρέπει νὰ ἀντιμετωπισθῇ. [568,509,758,573]
row-buy: 69,74 [488,231,516,242]
table-row [391,458,560,470]
banknotes-table [391,206,560,403]
col-sell-header: Πώλησις [518,207,559,217]
article-body: ΑΘΗΝΑΙ, 30. — Εἰς τὸ αἴτημα τῆς διαλύσεως τῶν Τ.Ε.Α. ἐπανῆλθε μὲ νέαν ἐρώτησίν του πρὸς τὴν κυβέρνησιν ὁ βουλευτὴς κ. Κοκκέβης. [1161,562,1368,613]
article-body: Διὰ τὸν καπνὸν ὁ ὑπουργὸς ἐτόνισεν ὅτι αἱ τιμαὶ θὰ εἶναι ἱκανοποιητικαὶ καὶ οἱ καπνοπαραγωγοὶ θὰ ἀποκομίσουν μεγαλύτερον εἰσόδημα ἐφέτος. [568,579,758,642]
table-row [391,254,560,266]
row-sell: 30,10 [531,435,559,446]
row-sell: 30,15 [531,219,559,231]
article-body: ΑΘΗΝΑΙ, 30. — Δι' ἀποφάσεως τοῦ ὑπουργοῦ Ἐμπορικῆς Ναυτιλίας ηὐξήθησαν τὰ τιμολόγια φορτοεκφορτώσεων εἰς τοὺς λιμένας τῆς χώρας. [1376,1226,1582,1290]
right-column [1161,6,1582,2318]
headline-students: ΟΙ ΦΟΙΤΗΤΑΙ ΤΟΝ ΠΟΛΥΤΕΧΝΕΙΟΝ ΤΟΥ ΕΣΩΤΕΡΙΚΟΥ [6,253,383,291]
table-row [391,470,560,481]
article-body: ΑΘΗΝΑΙ, 30. — Πρὸ τῆς ἐνάρξεως τῆς συνεδριάσεως τῆς Βουλῆς ὁ πρόεδρος ἀνεφέρθη εἰς τὸν ἐκλιπόντα βουλευτὴν καὶ ἐξῆρε τὸ ἔργον του. Ἐτηρήθη ἐνός λεπτοῦ σιγή. [6,159,383,197]
article-body: ΑΘΗΝΑΙ, 30. — Ἀπὸ τὴν «Ἕνωσιν Κέντρου — Νέων Δυνάμεων» ἐξεδόθη ἡ ἀκόλουθος ἀνακοίνωσις: Ἡ κοινοβουλευτικὴ ὁμὰς τῆς «Ἑνώσεως Κέντρου — Νέων Δυνάμεων» ἐξέλεξε παμψηφεὶ τὸν κ. Γ. Μυλωνᾶν γενικὸν γραμματέα τοῦ κόμματος, ὁ ὁποῖος θὰ ἀναλάβῃ τὴν ὀργάνωσιν. [1161,180,1368,282]
column-divider [386,6,387,2318]
note-headline: ΡΩΣΙΚΗ ΑΠΟΣΤΟΛΗ ΕΙΣ ΤΑ ΓΡΑΦΕΙΑ ΤΗΣ ΠΑΣΕΓΕΣ [394,785,557,811]
note-headline: ΟΥΔΕΝ ΓΝΩΡΙΖΕΙ ΤΟ ΥΠΟΥΡΓΕΙΟΝ ΒΙΟΜΗΧΑΝΙΑΣ ΔΙΑ ΤΟΝ ΧΡΥΣΟΝ [404,662,547,714]
left-column [6,6,383,2318]
subhead-tariffs: ΑΥΞΗΣΙΣ ΤΙΜΟΛΟΓΙΩΝ ΦΟΡΤΟΕΚΦΟΡΤΩΣΕΩΝ [1410,1198,1547,1224]
article-body: Αἱ ἐξετάσεις εἰδικῆς νοσολογίας θὰ διεξαχθοῦν κατὰ τὰς προσεχεῖς ἡμέρας. Οἱ φοιτηταὶ καλοῦνται νὰ προσέλθουν εἰς τὴν γραμματείαν. [6,379,191,443]
row-label: Τιμὴ ἐξαγορᾶς [392,165,463,176]
article-body: Ὁ ὑπουργὸς Γεωργίας ἀπήντησεν ὅτι τὰ δεσμευθέντα κατεψυγμένα σφάγια θὰ ἐπανεξαχθοῦν καὶ ὅτι ἡ ἀγορὰ παρακολουθεῖται στενῶς. [765,330,956,380]
note-body: ΑΘΗΝΑΙ, 30. — Σχετικὰ μὲ τὰ δημοσιεύματα περὶ ἀνευρέσεως χρυσοῦ τὸ ὑπουργεῖον Βιομηχανίας ἀνεκοίνωσεν ὅτι οὐδὲν γνωρίζει. [391,716,560,779]
article-body: Ὁ κ. Γραμματικὸς ἐξέτασε τὴν ἐπίπτωσιν τῆς εἰσαγωγῆς κατεψυγμένων κρεάτων εἰς τὴν ἐγχώριον παραγωγὴν καὶ ἐζήτησε νὰ ληφθοῦν μέτρα. [765,456,956,519]
subhead: ΣΥΝΕΧΟΣ ΠΡΟΗΓΕΙΤΟ ΑΔΕΛΦΟΣ ΤΟΥ ΔΙΚΤΑΤΟΡΟΣ [775,920,946,946]
banknotes-title: ΞΕΝΑ ΤΡΑΠΕΖΟΓΡΑΜΜΑΤΙΑ [399,194,552,205]
row-buy: 11,639 [482,282,516,294]
article-body: Διὰ τὸν καπνὸν ὁ ὑπουργὸς ἐτόνισεν ὅτι αἱ τιμαὶ θὰ εἶναι ἱκανοποιητικαὶ καὶ οἱ καπνοπαραγωγοὶ θὰ ἀποκομίσουν μεγαλύτερον εἰσόδημα ἐφέτος. [765,386,956,450]
article-body: Ἡ αὔξησις ἰσχύει διὰ τὴν βενζίνην, τὸ πετρέλαιον κινήσεως καὶ τὸ πετρέλαιον θερμάνσεως, κατὰ τὴν ἀπόφασιν τοῦ ὑπουργείου. [6,902,191,966]
row-label: Μάρκον Δ. Γερμ. [392,254,473,265]
list-item: ΘΕΑΤΡΟ ΚΙΝΗΜΑΤΟΓΡΑΦΟΣ [412,1207,539,1236]
article-body: ΙΟΡΔΑΝΟΓΛΟΥ: Ὁ πελάτης ποὺ εἶχε ἔλθει, τὸν ἐπανεξήγαγε. Ἡ κατάστασις ἔχει ρυθμισθῆ. [963,876,1153,913]
row-sell: 4,408 [531,514,559,526]
article-body: ΠΡΟΕΔΡΟΣ: Ἐπί τῆς μεθοδεύσεως τῆς συζητήσεως ἔχει τὸν λόγον ὁ κ. ὑπουργός. [765,807,956,845]
table-row [391,142,560,154]
subhead: Η «ΝΔΦΚ» [259,384,323,397]
article-body: ΒΟΛΟΣ, 30. — Σιωπηλὴ πορεία διαμαρτυρίας πραγματοποίησαν σήμερον οἱ μαθηταὶ τῶν σχολείων τῆς πόλεως διὰ τὸν θάνατον τοῦ Κυπρίου μαθητοῦ Π. Δημητρίου. [1376,753,1582,817]
article-body: ΑΓΚΥΡΑ, 30. (Ρόιτερ). — Ὁ Τοῦρκος πολιτικὸς κ. Ἐτσεβὶτ ἐδήλωσεν ὅτι τὸ θέμα τῆς ὑφαλοκρηπῖδος πρέπει νὰ λυθῇ διὰ διαπραγματεύσεων. [1376,1036,1582,1087]
row-buy: 0,849 [483,526,511,537]
tv-magazine-ad [391,976,560,1463]
capital-table [391,142,560,188]
article-body: ΑΘΗΝΑΙ, 30. — Τὸ ὑπουργεῖον Ἐμπορίου ἀπέρριψε τὸ αἴτημα τῶν συσκευαστῶν ἐσπεριδοειδῶν διὰ τὴν ἀναπροσαρμογὴν τῶν δικαιωμάτων των. [6,752,191,816]
exchange-title: ΕΞΩΤΕΡΙΚΑ ΣΥΝΑΛΛΑΓΜΑΤΑ [397,408,554,420]
headline-irmak: ΠΩΣ ΕΞΗΜΟΣΙΕΥΘΗΣΑΝ ΣΤΗ ΜΙΛΙΕΤ ΚΑΙ ΤΖΟΥΜΧΟΥΡΙΕΤ ΟΙ ΔΗΛΩΣΕΙΣ ΤΟΥ ΙΡΜΑΚ ΔΙΑ ΤΗΝ ΥΦΑΛΟΚΡΗΠΙΔΑ [1161,829,1582,885]
col-sell-header: Πώλησις [518,422,559,433]
three-column-block [568,733,1153,1108]
article-body: Αἱ ἐξετάσεις εἰδικῆς νοσολογίας θὰ διεξαχθοῦν κατὰ τὰς προσεχεῖς ἡμέρας. Οἱ φοιτηταὶ καλοῦνται νὰ προσέλθουν εἰς τὴν γραμματείαν. [6,295,191,358]
row-buy: 4,281 [488,345,516,356]
column-divider [1157,6,1158,2318]
table-row [391,515,560,527]
article-body: Ὁ ἀγὼν Ἀγγλίας — Κύπρου θὰ διεξαχθῇ εἰς τὸ στάδιον τῆς Λεμεσοῦ, κατὰ τὴν ἀπόφασιν τῆς ΟΥΕΦΑ. [6,1122,191,1172]
row-buy: 7,082 [488,323,516,334]
row-sell: 12,224 [525,480,559,491]
article-body: ΑΘΗΝΑΙ, 30. — Μὲ ἐρωτήσεις ἀρμοδιότητος τοῦ ὑπουργείου Γεωργίας καὶ συγκεκριμένα διὰ τὸ θέμα τοῦ καπνοῦ καὶ τῆς εἰσαγωγῆς κρεάτων ἀπησχολήθη ἡ Βουλὴ κατὰ τὴν σημερινήν της συνεδρίασιν. [963,330,1153,419]
row-buy: 4,386 [483,514,511,526]
row-buy: 11,324 [482,305,516,317]
